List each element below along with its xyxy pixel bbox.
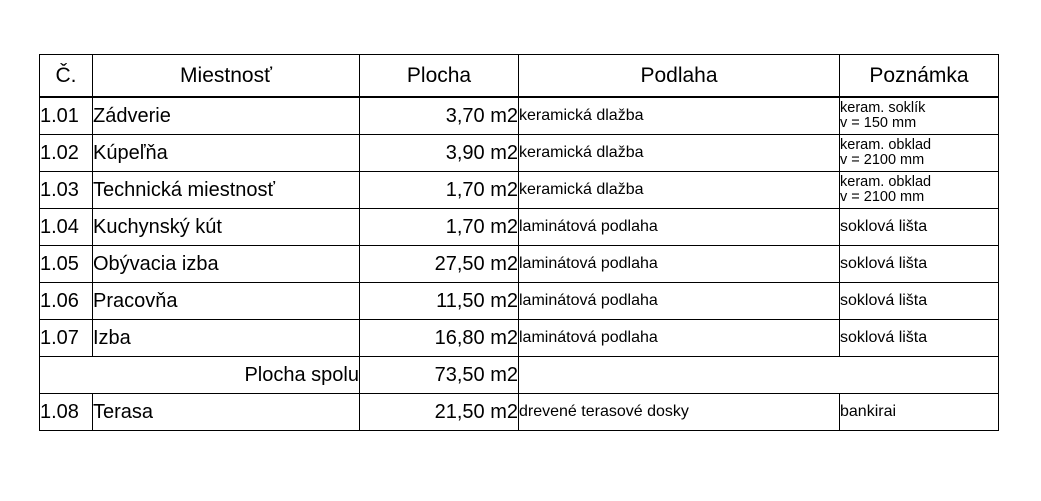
header-floor: Podlaha [519, 55, 840, 98]
room-name: Technická miestnosť [93, 172, 360, 209]
header-area: Plocha [360, 55, 519, 98]
room-area: 27,50 m2 [360, 246, 519, 283]
room-area: 21,50 m2 [360, 394, 519, 431]
room-floor: laminátová podlaha [519, 320, 840, 357]
room-floor: keramická dlažba [519, 172, 840, 209]
room-note [840, 135, 999, 172]
room-number: 1.04 [40, 209, 93, 246]
room-note [840, 172, 999, 209]
room-area: 1,70 m2 [360, 172, 519, 209]
room-floor: laminátová podlaha [519, 209, 840, 246]
room-note: soklová lišta [840, 246, 999, 283]
room-number: 1.03 [40, 172, 93, 209]
total-area-label: Plocha spolu [40, 357, 360, 394]
room-number: 1.02 [40, 135, 93, 172]
room-note-line1: keram. obklad [840, 137, 932, 153]
room-note-line2: v = 2100 mm [840, 152, 925, 168]
total-area-value: 73,50 m2 [360, 357, 519, 394]
room-name: Kuchynský kút [93, 209, 360, 246]
table-row [40, 209, 999, 246]
room-name: Pracovňa [93, 283, 360, 320]
table-row [40, 320, 999, 357]
room-name: Zádverie [93, 97, 360, 135]
table-row [40, 246, 999, 283]
room-note-line2: v = 2100 mm [840, 189, 925, 205]
room-note [840, 97, 999, 135]
room-number: 1.01 [40, 97, 93, 135]
room-note: soklová lišta [840, 320, 999, 357]
room-note-line1: keram. soklík [840, 100, 926, 116]
room-number: 1.07 [40, 320, 93, 357]
table-row [40, 172, 999, 209]
table-row [40, 97, 999, 135]
room-number: 1.08 [40, 394, 93, 431]
table-header-row [40, 55, 999, 98]
room-note: bankirai [840, 394, 999, 431]
header-note: Poznámka [840, 55, 999, 98]
room-floor: drevené terasové dosky [519, 394, 840, 431]
room-name: Izba [93, 320, 360, 357]
room-area: 11,50 m2 [360, 283, 519, 320]
table-row [40, 135, 999, 172]
room-name: Obývacia izba [93, 246, 360, 283]
room-floor: laminátová podlaha [519, 283, 840, 320]
room-schedule-table [39, 54, 999, 431]
room-name: Terasa [93, 394, 360, 431]
room-note: soklová lišta [840, 209, 999, 246]
room-floor: keramická dlažba [519, 97, 840, 135]
table-row [40, 283, 999, 320]
room-name: Kúpeľňa [93, 135, 360, 172]
room-number: 1.05 [40, 246, 93, 283]
terrace-row [40, 394, 999, 431]
total-row-empty-cell [519, 357, 999, 394]
room-note: soklová lišta [840, 283, 999, 320]
room-area: 16,80 m2 [360, 320, 519, 357]
header-room: Miestnosť [93, 55, 360, 98]
room-area: 3,70 m2 [360, 97, 519, 135]
room-note-line1: keram. obklad [840, 174, 932, 190]
total-row [40, 357, 999, 394]
header-number: Č. [40, 55, 93, 98]
room-floor: laminátová podlaha [519, 246, 840, 283]
room-area: 3,90 m2 [360, 135, 519, 172]
room-note-line2: v = 150 mm [840, 115, 917, 131]
room-number: 1.06 [40, 283, 93, 320]
room-area: 1,70 m2 [360, 209, 519, 246]
room-floor: keramická dlažba [519, 135, 840, 172]
